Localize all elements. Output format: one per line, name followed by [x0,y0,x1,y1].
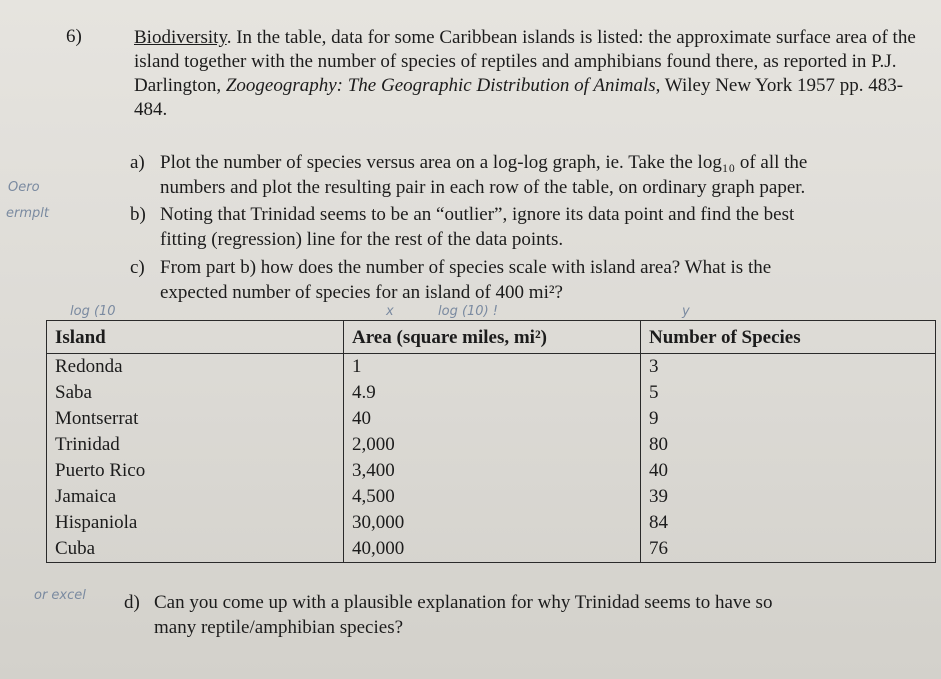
species-cell: 76 [649,538,668,559]
island-cell: Trinidad [55,434,120,455]
island-cell: Cuba [55,538,96,559]
area-cell: 30,000 [352,512,405,533]
part-d-line1: Can you come up with a plausible explanation for why Trinidad seems to have so [154,592,773,613]
species-column [641,354,936,563]
part-b-line2: fitting (regression) line for the rest of the data points. [160,229,564,250]
species-table [46,320,936,563]
part-d-line2: many reptile/amphibian species? [154,617,404,638]
part-d-label: d) [124,592,140,613]
problem-intro [134,26,924,122]
part-a-line2: numbers and plot the resulting pair in each row of the table, on ordinary graph paper. [160,177,806,198]
area-cell: 2,000 [352,434,395,455]
species-cell: 40 [649,460,668,481]
part-c-line2: expected number of species for an island of 400 mi²? [160,282,563,303]
handwritten-log-note: log (10 [70,304,116,319]
handwritten-excel-note: or excel [34,588,86,603]
header-species: Number of Species [641,321,936,354]
table-header-row [47,321,936,354]
island-cell: Saba [55,382,92,403]
area-cell: 40 [352,408,371,429]
island-cell: Jamaica [55,486,117,507]
handwritten-y-note: y [682,304,690,319]
species-cell: 5 [649,382,659,403]
part-b [130,202,794,252]
handwritten-note-1: Oero [8,180,40,195]
area-cell: 3,400 [352,460,395,481]
handwritten-x-note: x [386,304,394,319]
part-c [130,255,771,305]
part-c-line1: From part b) how does the number of species scale with island area? What is the [160,257,772,278]
area-column [344,354,641,563]
island-cell: Montserrat [55,408,139,429]
part-a-line1: Plot the number of species versus area on a log-log graph, ie. Take the log₁₀ of all the [160,152,808,173]
intro-text: . In the table, data for some Caribbean islands is listed: the approximate surface area of the island together with the number of species of reptiles and amphibians found there, as reported in P.J. Darlington, [134,27,916,96]
handwritten-log10-note: log (10) ! [438,304,498,319]
species-cell: 3 [649,356,659,377]
island-column [47,354,344,563]
problem-number: 6) [66,26,82,47]
table-body-row [47,354,936,563]
header-island: Island [47,321,344,354]
part-d [124,590,772,640]
part-b-line1: Noting that Trinidad seems to be an “outlier”, ignore its data point and find the best [160,204,795,225]
handwritten-note-2: ermplt [6,206,49,221]
part-a-label: a) [130,152,145,173]
species-cell: 84 [649,512,668,533]
species-cell: 9 [649,408,659,429]
header-area: Area (square miles, mi²) [344,321,641,354]
species-cell: 39 [649,486,668,507]
part-c-label: c) [130,257,145,278]
part-a [130,150,807,200]
area-cell: 4.9 [352,382,376,403]
part-b-label: b) [130,204,146,225]
species-cell: 80 [649,434,668,455]
area-cell: 4,500 [352,486,395,507]
book-title: Zoogeography: The Geographic Distribution of Animals [225,75,656,96]
island-cell: Puerto Rico [55,460,146,481]
island-cell: Hispaniola [55,512,138,533]
area-cell: 40,000 [352,538,405,559]
island-cell: Redonda [55,356,123,377]
area-cell: 1 [352,356,362,377]
problem-title: Biodiversity [134,27,227,48]
intro-end: , Wiley New York 1957 pp. 483-484. [134,75,904,120]
